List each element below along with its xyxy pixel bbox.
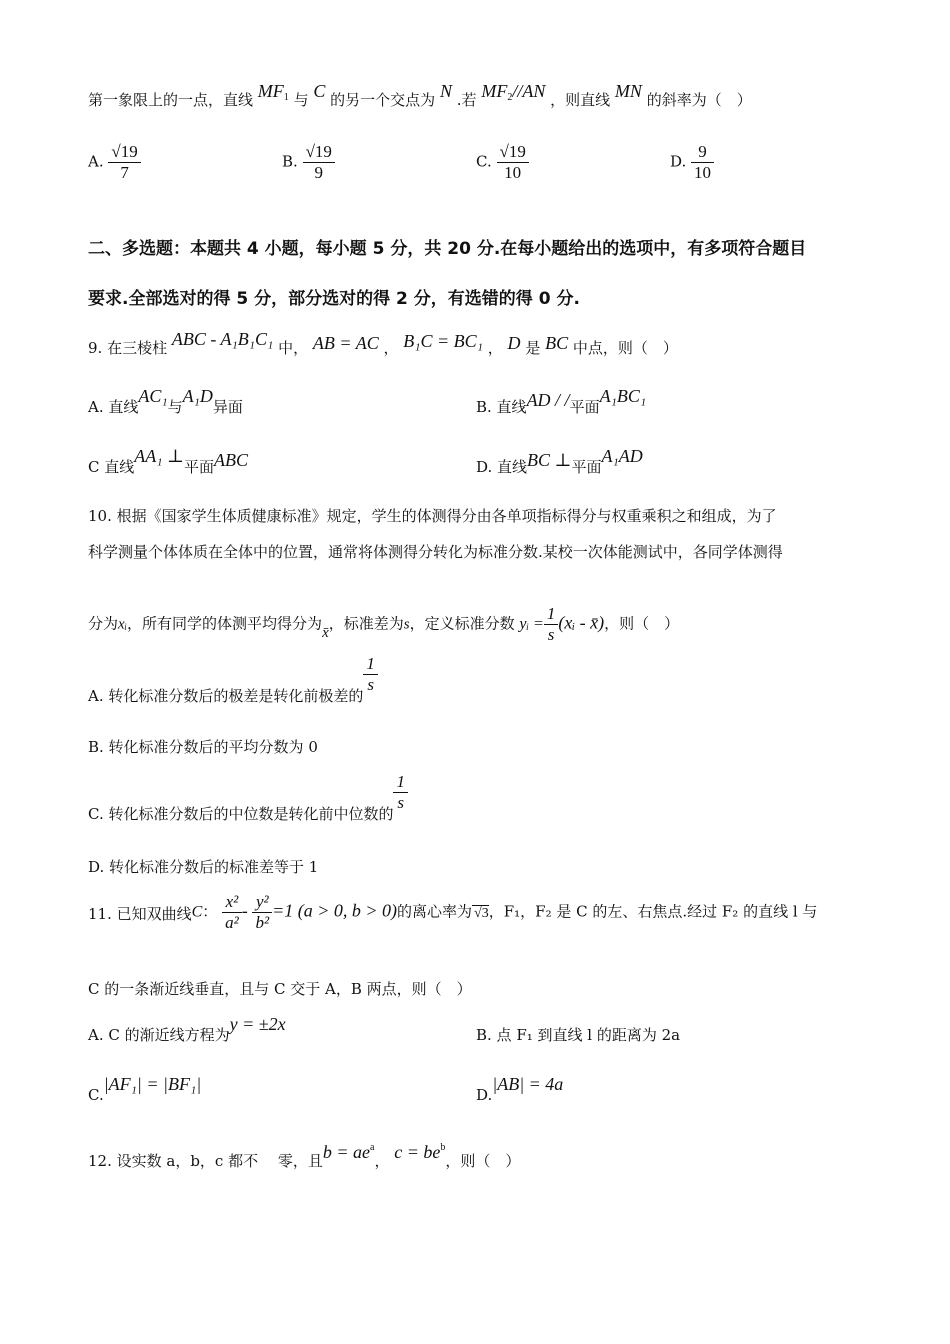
q8-c: C <box>313 81 326 101</box>
q10-line2: 科学测量个体体质在全体中的位置，通常将体测得分转化为标准分数.某校一次体能测试中，各同学体测得 <box>88 543 783 561</box>
q8-text-c: 的另一个交点为 <box>330 91 436 109</box>
q9-option-a-end: 异面 <box>212 398 243 416</box>
q10-option-a-frac <box>363 654 378 695</box>
q9-option-d-m2: A₁AD <box>601 446 643 466</box>
q12-m2 <box>394 1142 445 1162</box>
q9-option-c-m1: AA₁ ⊥ <box>134 446 184 466</box>
q10-xi: xᵢ <box>118 616 128 633</box>
q11-condition: =1 (a > 0, b > 0) <box>272 900 398 921</box>
q12-m2-text: c = be <box>394 1142 441 1162</box>
q8-mf1 <box>258 81 289 101</box>
q9-option-d-mid: 平面 <box>571 458 602 476</box>
q9-bc: BC <box>545 333 569 353</box>
q8-option-c-num: √19 <box>497 142 529 163</box>
q11-b2: b² <box>255 913 270 932</box>
q10-text-a: 分为 <box>88 614 119 633</box>
q8-mf2-an <box>481 81 545 101</box>
q10-text-c: ，标准差为 <box>328 614 404 633</box>
q8-option-a-label: A. <box>88 152 104 171</box>
q12-m1-sup: a <box>370 1142 375 1153</box>
q10-option-d[interactable]: D. 转化标准分数后的标准差等于 1 <box>88 858 319 876</box>
q9-text-f: 中点，则（ ） <box>572 339 678 357</box>
q10-frac-den: s <box>547 625 555 644</box>
q9-b1c-bc1: B₁C = BC₁ <box>403 331 483 351</box>
q8-mf1-sub: 1 <box>283 92 289 103</box>
q11-option-d[interactable] <box>476 1074 564 1105</box>
q9-text-a: 9. 在三棱柱 <box>88 339 168 357</box>
q9-option-a[interactable] <box>88 386 243 417</box>
q10-line1: 10. 根据《国家学生体质健康标准》规定，学生的体测得分由各单项指标得分与权重乘积之和组成，为了 <box>88 507 777 525</box>
q8-text-a: 第一象限上的一点，直线 <box>88 91 254 109</box>
q8-option-b-num: √19 <box>303 142 335 163</box>
q8-option-b[interactable] <box>282 142 335 183</box>
q8-option-a-num: √19 <box>108 142 140 163</box>
q11-c: C <box>191 903 203 921</box>
q10-text-e: ，则（ ） <box>604 614 680 633</box>
q8-option-d-num: 9 <box>691 142 714 163</box>
q12-stem <box>88 1142 521 1172</box>
q10-option-c-frac <box>393 772 408 813</box>
q11-x2: x² <box>222 892 242 913</box>
q12-text-a: 12. 设实数 a，b，c 都不 零，且 <box>88 1152 323 1170</box>
q8-option-d-den: 10 <box>694 163 712 182</box>
q9-option-a-mid: 与 <box>167 398 183 416</box>
q8-option-a-den: 7 <box>120 163 129 182</box>
q8-option-b-label: B. <box>282 152 298 171</box>
q9-d: D <box>507 333 521 353</box>
q9-option-c[interactable] <box>88 446 248 477</box>
q11-minus: - <box>241 900 248 921</box>
q11-text-b: 的离心率为 <box>397 902 473 921</box>
q10-xbar: x̄ <box>322 624 329 641</box>
q9-stem <box>88 329 678 359</box>
q8-mn: MN <box>614 81 642 101</box>
q11-frac-x <box>222 892 242 933</box>
q10-option-c-num: 1 <box>393 772 408 793</box>
q10-s: s <box>403 616 410 633</box>
q9-option-a-text: A. 直线 <box>88 398 139 416</box>
q10-line3 <box>88 604 679 645</box>
q12-m2-sup: b <box>440 1142 446 1153</box>
q9-text-d: ， <box>487 339 503 357</box>
q12-comma: ， <box>374 1152 390 1170</box>
q11-option-b[interactable]: B. 点 F₁ 到直线 l 的距离为 2a <box>476 1026 681 1044</box>
q9-prism: ABC - A₁B₁C₁ <box>171 329 274 349</box>
q11-frac-y <box>252 892 272 933</box>
q8-option-c-den: 10 <box>504 163 522 182</box>
q9-option-b-m2: A₁BC₁ <box>599 386 647 406</box>
q8-option-c-label: C. <box>476 152 492 171</box>
q8-mf2-text: MF <box>481 81 508 101</box>
q11-option-c-math: |AF₁| = |BF₁| <box>103 1074 202 1094</box>
q10-option-c[interactable] <box>88 772 408 823</box>
q11-colon: ： <box>202 902 218 921</box>
q9-ab-ac: AB = AC <box>312 333 379 353</box>
q10-frac-num: 1 <box>544 604 559 625</box>
q9-option-d-text: D. 直线 <box>476 458 528 476</box>
q12-m1 <box>323 1142 375 1162</box>
q11-option-d-math: |AB| = 4a <box>492 1074 564 1094</box>
q11-text-c: ，F₁，F₂ 是 C 的左、右焦点.经过 F₂ 的直线 l 与 <box>488 902 818 921</box>
q10-text-d: ，定义标准分数 <box>409 614 515 633</box>
q10-option-a-den: s <box>367 675 374 694</box>
q9-text-c: ， <box>383 339 399 357</box>
q8-text-f: 的斜率为（ ） <box>646 91 752 109</box>
q10-option-a-text: A. 转化标准分数后的极差是转化前极差的 <box>88 686 364 705</box>
q8-option-b-den: 9 <box>314 163 323 182</box>
q8-text-b: 与 <box>293 91 309 109</box>
q12-text-end: ，则（ ） <box>445 1152 521 1170</box>
q10-option-a[interactable] <box>88 654 378 705</box>
q8-stem <box>88 81 752 117</box>
q10-option-c-text: C. 转化标准分数后的中位数是转化前中位数的 <box>88 804 394 823</box>
q8-option-a[interactable] <box>88 142 141 183</box>
q9-option-b-m1: AD / / <box>526 390 570 410</box>
q8-n: N <box>439 81 452 101</box>
q9-text-e: 是 <box>525 339 541 357</box>
q8-option-b-fraction <box>303 142 335 183</box>
q11-option-d-label: D. <box>476 1086 493 1104</box>
q8-text-e: ，则直线 <box>550 91 611 109</box>
q11-sqrt3: √3 <box>474 905 489 921</box>
q11-a2: a² <box>225 913 239 932</box>
q11-option-a-text: A. C 的渐近线方程为 <box>88 1026 230 1044</box>
q9-option-c-mid: 平面 <box>183 458 214 476</box>
q8-option-d-label: D. <box>670 152 687 171</box>
q8-option-c[interactable] <box>476 142 529 183</box>
q8-text-d: .若 <box>456 91 477 109</box>
q10-option-c-den: s <box>397 793 405 812</box>
q12-m1-text: b = ae <box>322 1142 371 1162</box>
q10-option-b[interactable]: B. 转化标准分数后的平均分数为 0 <box>88 738 318 756</box>
q8-mf1-text: MF <box>257 81 284 101</box>
q9-option-d-m1: BC ⊥ <box>527 450 572 470</box>
q10-paren: (xᵢ - x̄) <box>558 612 605 633</box>
q9-option-b-text: B. 直线 <box>476 398 527 416</box>
q9-option-c-text: C 直线 <box>88 458 135 476</box>
q10-option-a-num: 1 <box>363 654 378 675</box>
q9-option-a-m1: AC₁ <box>138 386 168 406</box>
q11-stem <box>88 892 817 933</box>
q11-line2: C 的一条渐近线垂直，且与 C 交于 A，B 两点，则（ ） <box>88 980 472 998</box>
q8-option-d-fraction <box>691 142 714 183</box>
q8-option-d[interactable] <box>670 142 714 183</box>
q11-option-c-label: C. <box>88 1086 104 1104</box>
q10-yi: yᵢ = <box>519 615 544 633</box>
q8-option-c-fraction <box>497 142 529 183</box>
q11-option-a[interactable] <box>88 1014 286 1045</box>
q11-text-a: 11. 已知双曲线 <box>88 904 192 923</box>
q11-option-c[interactable] <box>88 1074 202 1105</box>
section2-heading-line1: 二、多选题：本题共 4 小题，每小题 5 分，共 20 分.在每小题给出的选项中，有多项符合题目 <box>88 239 807 259</box>
q8-option-a-fraction <box>108 142 140 183</box>
q9-option-a-m2: A₁D <box>182 386 213 406</box>
section2-heading-line2: 要求.全部选对的得 5 分，部分选对的得 2 分，有选错的得 0 分. <box>88 289 580 309</box>
q9-option-b-mid: 平面 <box>569 398 600 416</box>
q9-option-c-m2: ABC <box>213 450 248 470</box>
q8-an-text: //AN <box>512 81 546 101</box>
q8-mf2-sub: 2 <box>507 92 513 103</box>
q10-text-b: ，所有同学的体测平均得分为 <box>127 614 323 633</box>
q9-option-b[interactable] <box>476 386 647 417</box>
q10-frac <box>544 604 559 645</box>
q9-option-d[interactable] <box>476 446 643 477</box>
q11-y2: y² <box>252 892 272 913</box>
q9-text-b: 中， <box>278 339 309 357</box>
q11-option-a-math: y = ±2x <box>229 1014 286 1034</box>
